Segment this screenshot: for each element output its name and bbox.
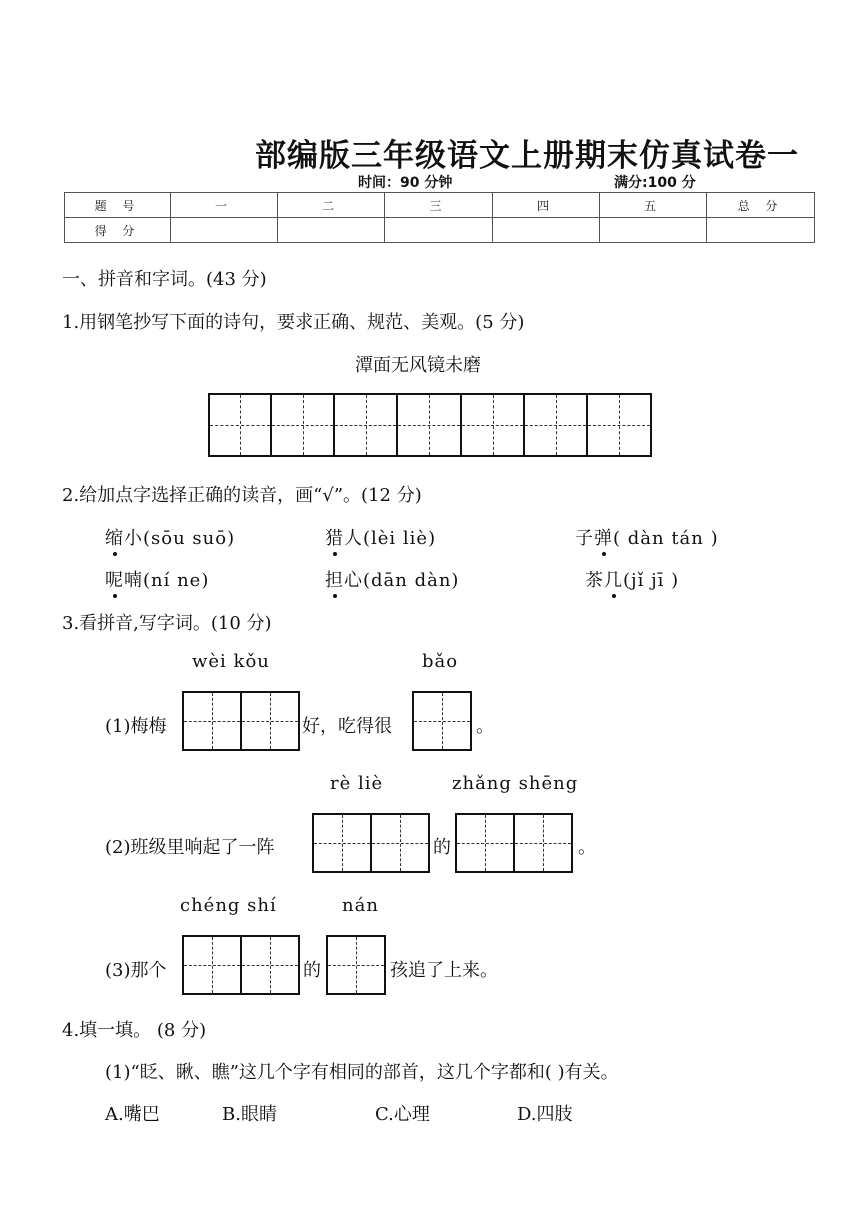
option-c[interactable]: C.心理 bbox=[375, 1104, 430, 1125]
question-4-title: 4.填一填。 (8 分) bbox=[62, 1020, 207, 1041]
score-cell[interactable] bbox=[278, 218, 385, 243]
tianzi-cell[interactable] bbox=[412, 691, 472, 751]
score-table bbox=[64, 192, 815, 243]
reading-options: 心(dān dàn) bbox=[344, 570, 460, 591]
option-d[interactable]: D.四肢 bbox=[517, 1104, 573, 1125]
tianzi-cell[interactable] bbox=[182, 935, 242, 995]
tianzi-cell[interactable] bbox=[398, 393, 462, 457]
exam-title: 部编版三年级语文上册期末仿真试卷一 bbox=[255, 138, 799, 174]
poem-line: 潭面无风镜未磨 bbox=[355, 355, 481, 376]
answer-grid[interactable] bbox=[182, 691, 300, 751]
tianzi-cell[interactable] bbox=[312, 813, 372, 873]
reading-prefix-char: 子 bbox=[575, 528, 594, 549]
pinyin-prompt: chéng shí bbox=[180, 895, 277, 916]
tianzi-cell[interactable] bbox=[182, 691, 242, 751]
tianzi-cell[interactable] bbox=[525, 393, 588, 457]
tianzi-cell[interactable] bbox=[208, 393, 272, 457]
tianzi-cell[interactable] bbox=[326, 935, 386, 995]
pinyin-prompt: bǎo bbox=[422, 651, 459, 672]
reading-options: ( dàn tán ) bbox=[613, 528, 719, 549]
question-2-title: 2.给加点字选择正确的读音，画“√”。(12 分) bbox=[62, 485, 422, 506]
sentence-text: (2)班级里响起了一阵 bbox=[105, 837, 275, 858]
exam-time: 时间：90 分钟 bbox=[358, 175, 453, 191]
score-cell[interactable] bbox=[493, 218, 600, 243]
score-table-header-cell: 一 bbox=[171, 193, 278, 218]
pinyin-prompt: wèi kǒu bbox=[192, 651, 270, 672]
score-table-score-row bbox=[65, 218, 815, 243]
score-table-row-label: 得 分 bbox=[65, 218, 171, 243]
reading-item[interactable] bbox=[325, 524, 436, 550]
reading-item[interactable] bbox=[105, 566, 209, 592]
question-1-title: 1.用钢笔抄写下面的诗句，要求正确、规范、美观。(5 分) bbox=[62, 312, 525, 333]
dotted-char: 担 bbox=[325, 566, 344, 592]
reading-options: 喃(ní ne) bbox=[124, 570, 210, 591]
sentence-text: 。 bbox=[578, 837, 596, 858]
score-cell[interactable] bbox=[385, 218, 493, 243]
answer-grid[interactable] bbox=[455, 813, 573, 873]
answer-grid[interactable] bbox=[412, 691, 472, 751]
score-table-header-cell: 三 bbox=[385, 193, 493, 218]
pinyin-prompt: nán bbox=[342, 895, 379, 916]
question-4-1-text: (1)“眨、瞅、瞧”这几个字有相同的部首，这几个字都和( )有关。 bbox=[105, 1062, 619, 1083]
dotted-char: 弹 bbox=[594, 524, 613, 550]
score-table-header-cell: 题 号 bbox=[65, 193, 171, 218]
tianzi-cell[interactable] bbox=[515, 813, 573, 873]
section-1-title: 一、拼音和字词。(43 分) bbox=[62, 269, 267, 290]
reading-item[interactable] bbox=[585, 566, 679, 592]
tianzi-cell[interactable] bbox=[335, 393, 398, 457]
tianzi-cell[interactable] bbox=[455, 813, 515, 873]
tianzi-cell[interactable] bbox=[372, 813, 430, 873]
tianzi-cell[interactable] bbox=[242, 691, 300, 751]
reading-prefix-char: 茶 bbox=[585, 570, 604, 591]
tianzi-cell[interactable] bbox=[242, 935, 300, 995]
pinyin-prompt: rè liè bbox=[330, 773, 384, 794]
score-table-header-cell: 二 bbox=[278, 193, 385, 218]
reading-item[interactable] bbox=[105, 524, 235, 550]
question-3-title: 3.看拼音,写字词。(10 分) bbox=[62, 613, 272, 634]
reading-item[interactable] bbox=[575, 524, 719, 550]
pinyin-prompt: zhǎng shēng bbox=[452, 773, 579, 794]
score-cell[interactable] bbox=[171, 218, 278, 243]
answer-grid[interactable] bbox=[182, 935, 300, 995]
reading-options: (jǐ jī ) bbox=[623, 570, 680, 591]
dotted-char: 几 bbox=[604, 566, 623, 592]
copy-grid[interactable] bbox=[208, 393, 652, 457]
sentence-text: (3)那个 bbox=[105, 960, 167, 981]
sentence-text: 好，吃得很 bbox=[302, 716, 392, 737]
score-table-header-cell: 四 bbox=[493, 193, 600, 218]
sentence-text: (1)梅梅 bbox=[105, 716, 167, 737]
score-table-header-row bbox=[65, 193, 815, 218]
option-b[interactable]: B.眼睛 bbox=[222, 1104, 277, 1125]
option-a[interactable]: A.嘴巴 bbox=[105, 1104, 160, 1125]
answer-grid[interactable] bbox=[326, 935, 386, 995]
tianzi-cell[interactable] bbox=[272, 393, 335, 457]
dotted-char: 缩 bbox=[105, 524, 124, 550]
sentence-text: 的 bbox=[433, 837, 451, 858]
reading-options: 小(sōu suō) bbox=[124, 528, 236, 549]
reading-item[interactable] bbox=[325, 566, 459, 592]
score-cell[interactable] bbox=[707, 218, 815, 243]
score-table-header-cell: 总 分 bbox=[707, 193, 815, 218]
dotted-char: 呢 bbox=[105, 566, 124, 592]
dotted-char: 猎 bbox=[325, 524, 344, 550]
score-cell[interactable] bbox=[600, 218, 707, 243]
score-table-header-cell: 五 bbox=[600, 193, 707, 218]
tianzi-cell[interactable] bbox=[462, 393, 525, 457]
sentence-text: 孩追了上来。 bbox=[390, 960, 498, 981]
exam-full-score: 满分:100 分 bbox=[614, 175, 696, 191]
reading-options: 人(lèi liè) bbox=[344, 528, 437, 549]
sentence-text: 的 bbox=[303, 960, 321, 981]
sentence-text: 。 bbox=[476, 716, 494, 737]
tianzi-cell[interactable] bbox=[588, 393, 652, 457]
answer-grid[interactable] bbox=[312, 813, 430, 873]
